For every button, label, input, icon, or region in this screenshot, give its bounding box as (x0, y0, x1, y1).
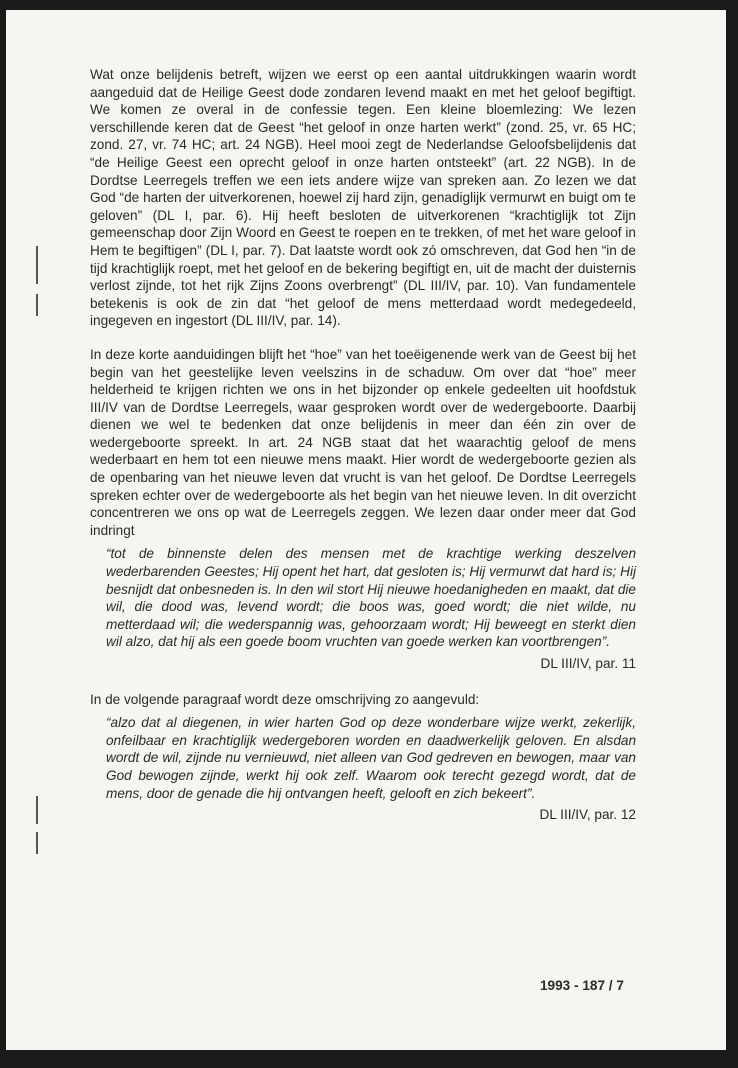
quote-reference: DL III/IV, par. 12 (539, 807, 636, 823)
paragraph: In deze korte aanduidingen blijft het “hoe” van het toeëigenende werk van de Geest bij het begin van het geestelijke leven veelszins in de schaduw. Om over dat “hoe” meer helderheid te krijgen richten we ons in het bijzonder op enkele gedeelten uit hoofdstuk III/IV van de Dordtse Leerregels, waar gesproken wordt over de wedergeboorte. Daarbij dienen we wel te bedenken dat onze belijdenis in meer dan één zin over de wedergeboorte spreekt. In art. 24 NGB staat dat het waarachtig geloof de mens wederbaart en hem tot een nieuwe mens maakt. Hier wordt de wedergeboorte gezien als de openbaring van het nieuwe leven dat vrucht is van het geloof. De Dordtse Leerregels spreken echter over de wedergeboorte als het begin van het nieuwe leven. In dit overzicht concentreren we ons op wat de Leerregels zeggen. We lezen daar onder meer dat God indringt (90, 346, 636, 538)
page-folio: 1993 - 187 / 7 (540, 978, 624, 993)
block-quote: “alzo dat al diegenen, in wier harten God op deze wonderbare wijze werkt, zekerlijk, onfeilbaar en krachtiglijk wedergeboren worden en daadwerkelijk geloven. En alsdan wordt de wil, zijnde nu vernieuwd, niet alleen van God gedreven en bewogen, maar van God bewogen zijnde, werkt hij ook zelf. Waarom ook terecht gezegd wordt, dat de mens, door de genade die hij ontvangen heeft, gelooft en zich bekeert”. (106, 715, 636, 801)
block-quote: “tot de binnenste delen des mensen met de krachtige werking deszelven wederbarenden Geestes; Hij opent het hart, dat gesloten is; Hij vermurwt dat hard is; Hij besnijdt dat onbesneden is. In den wil stort Hij nieuwe hoedanigheden en maakt, dat die wil, die dood was, levend wordt; die boos was, goed wordt; die niet wilde, nu metterdaad wil; die wederspannig was, gehoorzaam wordt; Hij beweegt en sterkt dien wil alzo, dat hij als een goede boom vruchten van goede werken kan voortbrengen”. (106, 546, 636, 650)
binding-mark (36, 832, 38, 854)
binding-mark (36, 246, 38, 284)
quote-reference: DL III/IV, par. 11 (540, 656, 636, 671)
paragraph: Wat onze belijdenis betreft, wijzen we eerst op een aantal uitdrukkingen waarin wordt aangeduid dat de Heilige Geest dode zondaren levend maakt en met het geloof begiftigt. We komen ze overal in de confessie tegen. Een kleine bloemlezing: We lezen verschillende keren dat de Geest “het geloof in onze harten werkt” (zond. 25, vr. 65 HC; zond. 27, vr. 74 HC; art. 24 NGB). Heel mooi zegt de Nederlandse Geloofsbelijdenis dat “de Heilige Geest een oprecht geloof in onze harten ontsteekt” (art. 22 NGB). In de Dordtse Leerregels treffen we een iets andere wijze van spreken aan. Zo lezen we dat God “de harten der uitverkorenen, hoewel zij hard zijn, genadiglijk vermurwt en buigt om te geloven” (DL I, par. 6). Hij heeft besloten de uitverkorenen “krachtiglijk tot Zijn gemeenschap door Zijn Woord en Geest te roepen en te trekken, of met het ware geloof in Hem te begiftigen” (DL I, par. 7). Dat laatste wordt ook zó omschreven, dat God hen “in de tijd krachtiglijk roept, met het geloof en de bekering begiftigt en, uit de macht der duisternis verlost zijnde, tot het rijk Zijns Zoons overbrengt” (DL III/IV, par. 10). Van fundamentele betekenis is ook de zin dat “het geloof de mens metterdaad wordt medegedeeld, ingegeven en ingestort (DL III/IV, par. 14). (90, 67, 636, 329)
body-text (90, 66, 636, 842)
paragraph: In de volgende paragraaf wordt deze omschrijving zo aangevuld: (90, 691, 480, 707)
scan-edge-right (726, 0, 738, 1068)
scan-edge-bottom (0, 1050, 738, 1068)
binding-mark (36, 796, 38, 824)
binding-mark (36, 294, 38, 316)
